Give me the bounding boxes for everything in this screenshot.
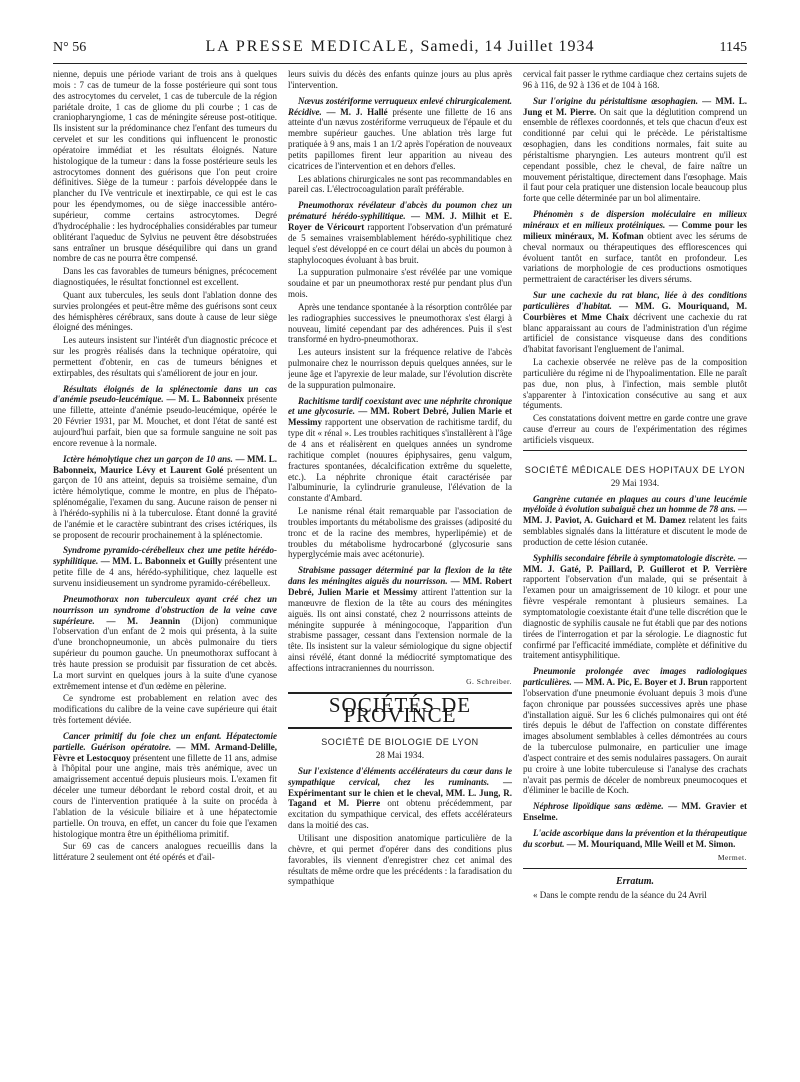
article-cancer-foie	[53, 731, 277, 839]
paragraph: Quant aux tubercules, les seuls dont l'ablation donne des survies prolongées et peut-être même des guérisons sont ceux des hémisphères cérébraux, sans doute à cause de leur siège éloigné des méninges.	[53, 289, 277, 333]
paragraph: Le nanisme rénal était remarquable par l'association de troubles importants du métabolisme des graisses (adiposité du tronc et de la racine des membres, hyperlipémie) et de troubles du métabolisme hydrocarboné (glycosurie sans hyperglycémie mais avec acétonurie).	[288, 506, 512, 560]
article-title: Strabisme passager déterminé par la flexion de la tête dans les méningites aiguës du nourrisson.	[288, 565, 512, 587]
article-sympathique	[288, 766, 512, 831]
article-ictere	[53, 454, 277, 541]
article-authors: — MM. Robert Debré, Julien Marie et Messimy	[288, 406, 512, 428]
article-authors: — MM. Gravier et Enselme.	[523, 801, 747, 823]
article-authors: — M. Jeannin	[106, 615, 181, 626]
section-divider	[523, 868, 747, 869]
article-body: attirent l'attention sur la manœuvre de flexion de la tête au cours des méningites aiguës. Ils ont ainsi constaté, chez 2 nourrissons atteints de méningite suppurée à méningocoque, l'apparition d'un strabisme passager, cessant dans l'extension normale de la tête. Ils insistent sur la valeur sémiologique du signe objectif ainsi révélé, étant donné la médiocrité symptomatique des affections intracraniennes du nourrisson.	[288, 586, 512, 673]
page-number: 1145	[719, 40, 747, 55]
paragraph: Sur 69 cas de cancers analogues recueillis dans la littérature 2 seulement ont été opérés et d'ail-	[53, 841, 277, 863]
journal-title	[143, 38, 657, 56]
signature: Mermet.	[717, 852, 747, 862]
article-body: ont obtenu précédemment, par excitation du sympathique cervical, des effets accélérateurs dans la moitié des cas.	[288, 798, 512, 831]
article-authors: — MM. J. Gaté, P. Paillard, P. Guillerot et P. Verrière	[523, 552, 747, 574]
article-title: Pneumothorax révélateur d'abcès du poumon chez un prématuré hérédo-syphilitique.	[288, 200, 512, 222]
paragraph: La suppuration pulmonaire s'est révélée par une vomique soudaine et par un pneumothorax resté pur pendant plus d'un mois.	[288, 267, 512, 300]
article-pneumonie	[523, 666, 747, 796]
article-authors: — MM. L. Jung et M. Pierre.	[523, 95, 747, 117]
article-authors: — Expérimentant sur le chien et le cheval, MM. L. Jung, R. Tagand et M. Pierre	[288, 776, 512, 809]
column-2	[288, 69, 512, 1082]
article-authors: — MM. G. Mouriquand, M. Courbières et Mme Chaix	[523, 300, 747, 322]
issue-date: Samedi, 14 Juillet 1934	[420, 38, 595, 55]
paragraph: Les auteurs insistent sur la fréquence relative de l'abcès pulmonaire chez le nourrisson depuis quelques années, sur le jeune âge et l'apyrexie de leur malade, sur l'évolution discrète de la suppuration pulmonaire.	[288, 347, 512, 390]
article-authors: — Comme pour les milieux minéraux, M. Kofman	[523, 219, 747, 241]
article-rachitisme	[288, 396, 512, 504]
paragraph: Dans les cas favorables de tumeurs bénignes, précocement diagnostiquées, le résultat fonctionnel est excellent.	[53, 266, 277, 288]
article-body: décrivent une cachexie du rat blanc apparaissant au cours de l'administration d'un régime artificiel de consistance visqueuse dans des conditions d'habitat favorisant l'engluement de l'animal.	[523, 311, 747, 355]
article-pneumothorax-abces	[288, 200, 512, 265]
article-syndrome-pyramido	[53, 545, 277, 588]
article-body: présente une fillette, atteinte d'anémie pseudo-leucémique, opérée le 20 Février 1931, par M. Mouchet, et dont l'état de santé est aujourd'hui parfait, bien que sa formule sanguine ne soit pas encore revenue à la normale.	[53, 394, 277, 448]
article-pneumothorax	[53, 594, 277, 692]
article-authors: — MM. Robert Debré, Julien Marie et Messimy	[288, 576, 512, 597]
article-body: rapportent une observation de rachitisme tardif, du type dit « rénal ». Les troubles rachitiques s'installèrent à l'âge de 4 ans et réalisèrent en quelques années un syndrome rachitique complet (nouures épiphysaires, genu valgum, fractures spontanées, décalcification extrême du squelette, etc.). La néphrite chronique était caractérisée par l'albuminurie, la cylindrurie granuleuse, l'élévation de la constante d'Ambard.	[288, 417, 512, 504]
article-body: (Dijon) communique l'observation d'un enfant de 2 mois qui présenta, à la suite d'une bronchopneumonie, un abcès pulmonaire du tiers supérieur du poumon gauche. Un pneumothorax suffocant à très haute pression se produisit par fissuration de cet abcès. La mort survint en quelques jours à la suite d'une cyanose extrêmement intense et d'un œdème en pèlerine.	[53, 615, 277, 691]
society-date: 28 Mai 1934.	[375, 750, 425, 761]
article-authors: — MM. L. Babonneix, Maurice Lévy et Laurent Golé	[53, 453, 277, 475]
section-divider	[523, 450, 747, 451]
article-body: rapportent l'observation d'une pneumonie évoluant depuis 3 mois d'une façon chronique par poussées successives après une phase d'installation aiguë. Sur les 6 clichés pulmonaires qui ont été tirés depuis le début de l'affection on constate différentes images absolument semblables à celles démontrées au cours de la tuberculose pulmonaire, en particulier une image d'aspect contraire et des semis nodulaires passagers. On aurait pu croire à une lobite tuberculeuse si l'analyse des crachats n'avait pas permis de déceler de nombreux pneumocoques et d'éliminer le bacille de Koch.	[523, 677, 747, 796]
article-title: Syphilis secondaire fébrile à symptomatologie discrète.	[533, 552, 736, 563]
columns	[53, 69, 747, 1082]
article-authors: — MM. J. Paviot, A. Guichard et M. Damez	[523, 504, 747, 526]
article-peristaltisme	[523, 96, 747, 204]
paragraph: Ces constatations doivent mettre en garde contre une grave cause d'erreur au cours de l'expérimentation des régimes artificiels visqueux.	[523, 413, 747, 445]
article-body: rapportent l'observation d'un prématuré de 5 semaines vraisemblablement hérédo-syphilitique chez lequel s'est développé en ce court délai un abcès du poumon à staphylocoques évoluant à bas bruit.	[288, 221, 512, 265]
article-authors: — MM. L. Babonneix et Guilly	[100, 556, 222, 567]
article-authors: — M. Mouriquand, Mlle Weill et M. Simon.	[566, 838, 736, 849]
society-date: 29 Mai 1934.	[610, 477, 660, 488]
erratum-body: « Dans le compte rendu de la séance du 24 Avril	[533, 890, 707, 901]
article-body: présentent une fillette de 11 ans, admise à l'hôpital pour une angine, mais très anémique, avec un amaigrissement accentué depuis plusieurs mois. L'examen fit déceler une tumeur débordant le rebord costal droit, et au cours de l'intervention pratiquée à la suite on procéda à l'ablation de la vésicule biliaire et à une hépatectomie partielle. On trouva, en effet, un cancer du foie que l'examen histologique montra être un épithélioma primitif.	[53, 752, 277, 839]
article-title: Sur l'existence d'éléments accélérateurs du cœur dans le sympathique cervical, chez les ruminants.	[288, 765, 512, 787]
article-strabisme	[288, 565, 512, 673]
article-dispersion	[523, 209, 747, 285]
article-title: Nævus zostériforme verruqueux enlevé chirurgicalement. Récidive.	[288, 95, 512, 117]
erratum-heading: Erratum.	[615, 875, 655, 887]
article-title: Sur l'origine du péristaltisme œsophagien.	[533, 95, 698, 106]
article-body: présentent un garçon de 10 ans atteint, depuis sa troisième semaine, d'un ictère hémolytique, comme le montre, en plus de l'hépato-splénomégalie, l'examen du sang. Aucune raison de penser ni à l'hérédo-syphilis ni à la tuberculose. Étant donné la gravité de l'anémie et le caractère subintrant des crises ictériques, ils se proposent de recourir prochainement à la splénectomie.	[53, 464, 277, 540]
paragraph: La cachexie observée ne relève pas de la composition particulière du régime ni de l'hypoalimentation. Elle ne paraît pas due, non plus, à l'infection, mais semble plutôt s'apparenter à l'intoxication consécutive au sang et aux téguments.	[523, 357, 747, 411]
article-title: Pneumothorax non tuberculeux ayant créé chez un nourrisson un syndrome d'obstruction de la veine cave supérieure.	[53, 593, 277, 626]
society-heading: SOCIÉTÉ DE BIOLOGIE DE LYON	[321, 737, 479, 748]
section-banner: SOCIÉTÉS DE PROVINCE	[288, 692, 512, 730]
article-title: L'acide ascorbique dans la prévention et la thérapeutique du scorbut.	[523, 828, 747, 849]
page-header	[53, 38, 747, 64]
society-heading: SOCIÉTÉ MÉDICALE DES HOPITAUX DE LYON	[524, 464, 746, 475]
article-title: Rachitisme tardif coexistant avec une néphrite chronique et une glycosurie.	[288, 395, 512, 417]
article-body: relatent les faits semblables signalés dans la littérature et discutent le mode de production de cette lésion cutanée.	[523, 515, 747, 547]
paragraph: Ce syndrome est probablement en relation avec des modifications du calibre de la veine cave supérieure qui était très fortement déviée.	[53, 693, 277, 726]
article-title: Syndrome pyramido-cérébelleux chez une petite hérédo-syphilitique.	[53, 545, 277, 567]
column-3	[523, 69, 747, 1082]
paragraph: cervical fait passer le rythme cardiaque chez certains sujets de 96 à 116, de 92 à 136 et de 104 à 168.	[523, 69, 747, 90]
article-title: Gangrène cutanée en plaques au cours d'une leucémie myéloïde à évolution subaiguë chez un homme de 78 ans.	[523, 493, 747, 515]
article-body: obtient avec les sérums de cheval normaux ou thérapeutiques des efflorescences qui évoluent tantôt en surface, tantôt en profondeur. Les variations de morphologie de ces productions osmotiques permettraient de caractériser les divers sérums.	[523, 230, 747, 285]
article-body: On sait que la déglutition comprend un ensemble de réflexes coordonnés, et tels que chacun d'eux est conditionné par celui qui le précède. Le péristaltisme œsophagien, dans les conditions normales, fait suite au péristaltisme pharyngien. Les auteurs montrent qu'il est cependant possible, chez le cheval, de faire naître un mouvement péristaltique, directement dans l'œsophage. Mais il faut pour cela pratiquer une distension locale beaucoup plus forte que celle déterminée par un bol alimentaire.	[523, 106, 747, 204]
article-body: présentent une petite fille de 4 ans, hérédo-syphilitique, chez laquelle est survenu insidieusement un syndrome pyramido-cérébelleux.	[53, 556, 277, 588]
article-title: Cancer primitif du foie chez un enfant. Hépatectomie partielle. Guérison opératoire.	[53, 730, 277, 752]
paragraph: nienne, depuis une période variant de trois ans à quelques mois : 7 cas de tumeur de la fosse postérieure qui sont tous des astrocytomes du cervelet, 1 cas de tubercule de la région pariétale droite, 1 cas de gliome du pli courbe ; 1 cas de craniopharyngiome, 1 cas de méningite séreuse post-otitique. Ils insistent sur la prédominance chez l'enfant des tumeurs du cervelet et sur les conditions qui influencent le pronostic opératoire immédiat et les résultats éloignés. Nature histologique de la tumeur : dans la fosse postérieure seuls les astrocytomes donnent des guérisons que l'on peut croire définitives. Siège de la tumeur : parfois développée dans le plancher du IVe ventricule et inextirpable, ce qui est le cas pour les épendymomes, ou de siège inaccessible antéro-supérieur, comme certains astrocytomes. Degré d'hydrocéphalie : les hydrocéphalies considérables par tumeur oblitérant l'aqueduc de Sylvius ne peuvent être désobstruées sans entraîner un brusque déséquilibre qui dans un grand nombre de cas ne pourra être compensé.	[53, 69, 277, 264]
paragraph: Les auteurs insistent sur l'intérêt d'un diagnostic précoce et sur les progrès réalisés dans la technique opératoire, qui permettent d'obtenir, en cas de tumeurs bénignes et extirpables, des résultats qui s'améliorent de jour en jour.	[53, 335, 277, 378]
article-authors: — MM. J. Milhit et E. Royer de Véricourt	[288, 211, 512, 232]
article-body: rapportent l'observation d'un malade, qui se présentait à l'examen pour un amaigrissement de 10 kilogr. et pour une fièvre vespérale remontant à plusieurs semaines. La symptomatologie coexistante était d'une telle discrétion que le diagnostic de syphilis causale ne fut établi que par des notions tirées de l'interrogation et par la sérologie. Le diagnostic fut confirmé par l'efficacité immédiate, complète et définitive du traitement antisyphilitique.	[523, 574, 747, 661]
paragraph: Les ablations chirurgicales ne sont pas recommandables en pareil cas. L'électrocoagulation paraît préférable.	[288, 173, 512, 195]
article-title: Phénomèn s de dispersion moléculaire en milieux minéraux et en milieux protéiniques.	[523, 209, 747, 230]
paragraph: Après une tendance spontanée à la résorption contrôlée par les radiographies successives le pneumothorax s'est élargi à nouveau, limité cependant par des adhérences. Puis il s'est transformé en hydro-pneumothorax.	[288, 301, 512, 345]
article-nephrose	[523, 801, 747, 823]
article-syphilis	[523, 553, 747, 661]
paragraph: leurs suivis du décès des enfants quinze jours au plus après l'intervention.	[288, 69, 512, 90]
signature: G. Schreiber.	[466, 676, 512, 686]
journal-name: LA PRESSE MEDICALE,	[205, 38, 416, 55]
article-authors: — MM. Armand-Delille, Fèvre et Lestocquoy	[53, 741, 277, 763]
article-authors: — M. L. Babonneix	[166, 394, 245, 405]
article-title: Ictère hémolytique chez un garçon de 10 ans.	[63, 453, 233, 464]
column-1	[53, 69, 277, 1082]
article-authors: — M. J. Hallé	[326, 106, 388, 117]
article-body: présente une fillette de 16 ans atteinte d'un nævus zostériforme verruqueux de l'épaule et du membre supérieur gauches. Une ablation très large fut pratiquée à 9 ans, mais 1 an 1/2 après l'opération de nouveaux petits papillomes firent leur apparition au niveau des cicatrices de l'intervention et en dehors d'elles.	[288, 106, 512, 171]
article-title: Sur une cachexie du rat blanc, liée à des conditions particulières d'habitat.	[523, 290, 747, 311]
article-cachexie	[523, 290, 747, 355]
paragraph: Utilisant une disposition anatomique particulière de la chèvre, et qui permet d'opérer dans des conditions plus favorables, ils viennent d'enregistrer chez cet animal des résultats de même ordre que les précédents : la faradisation du sympathique	[288, 833, 512, 887]
issue-number: N° 56	[53, 40, 87, 55]
article-authors: — MM. A. Pic, E. Boyer et J. Brun	[574, 677, 708, 688]
article-title: Pneumonie prolongée avec images radiologiques particulières.	[523, 666, 747, 688]
article-acide-ascorbique	[523, 828, 747, 850]
article-gangrene	[523, 494, 747, 548]
article-title: Résultats éloignés de la splénectomie dans un cas d'anémie pseudo-leucémique.	[53, 383, 277, 405]
article-naevus	[288, 96, 512, 172]
article-splenectomie	[53, 384, 277, 449]
article-title: Néphrose lipoïdique sans œdème.	[533, 801, 664, 812]
